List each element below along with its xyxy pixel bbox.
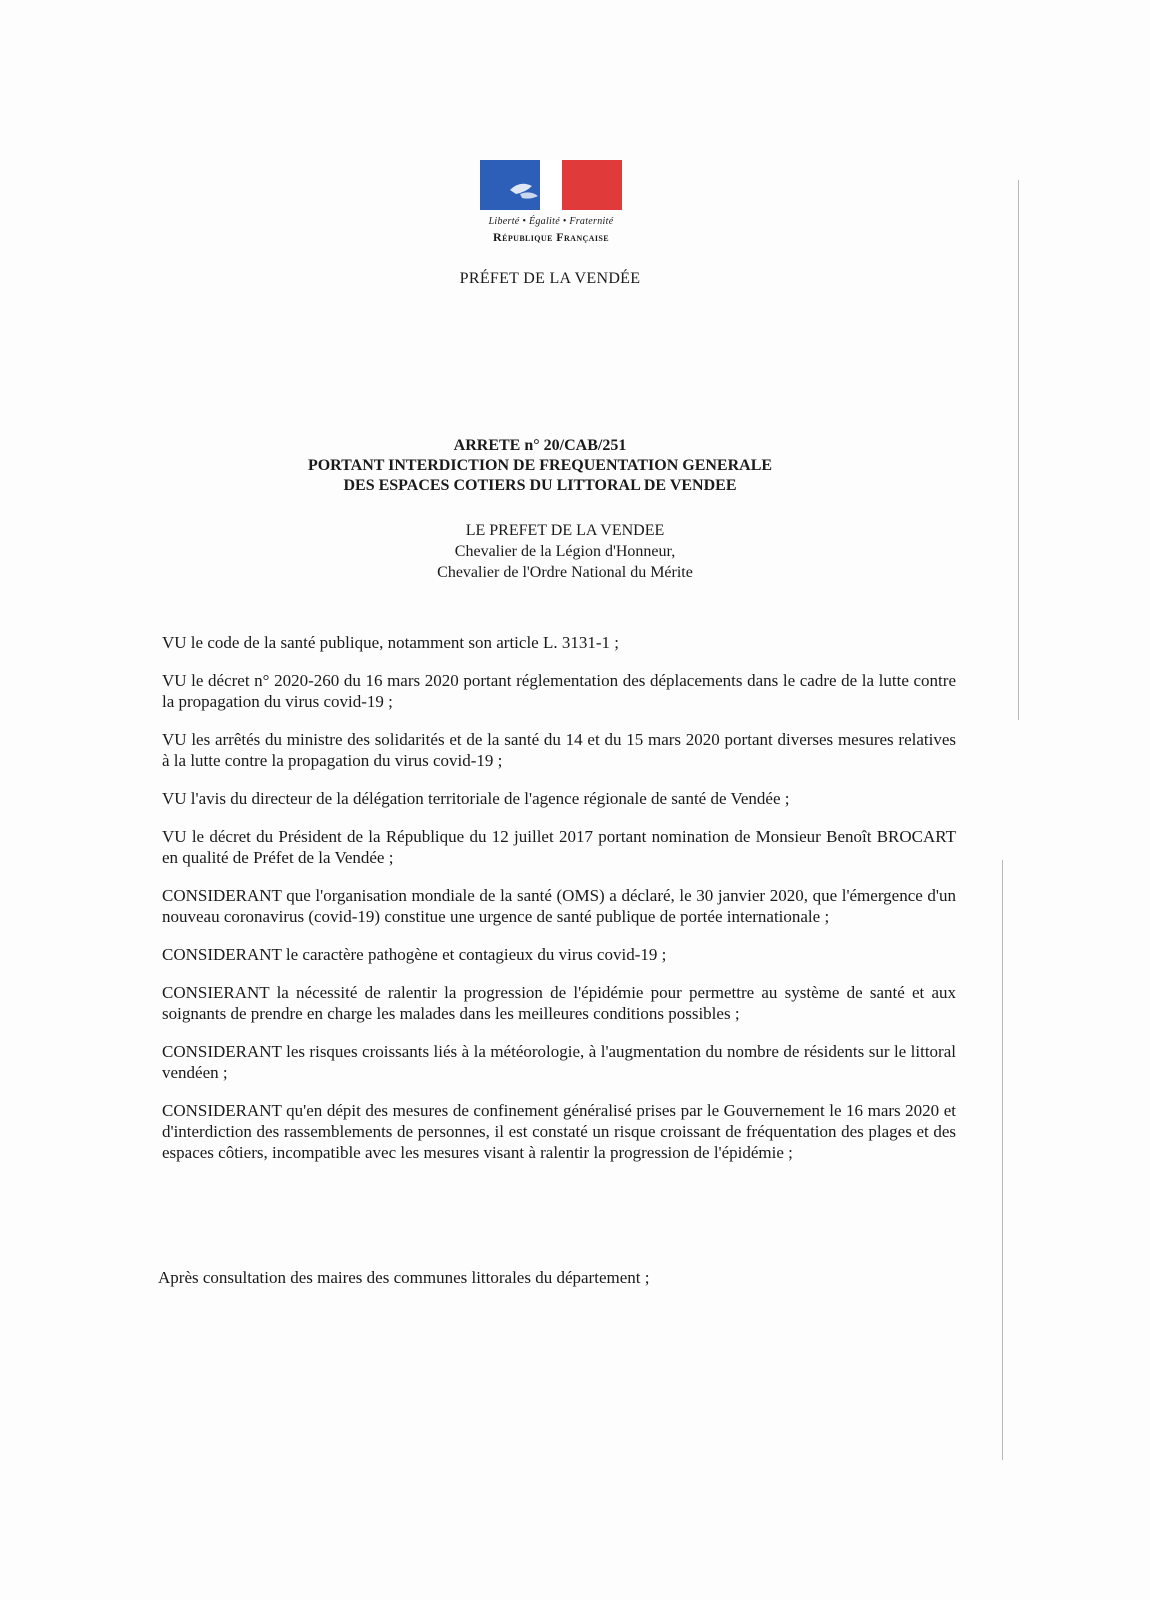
considering-paragraph: CONSIDERANT le caractère pathogène et contagieux du virus covid-19 ;	[162, 945, 667, 964]
decree-subject-line-1: PORTANT INTERDICTION DE FREQUENTATION GENERALE	[307, 457, 773, 474]
recital-paragraph: VU l'avis du directeur de la délégation territoriale de l'agence régionale de santé de Vendée ;	[162, 789, 790, 808]
considering-paragraph: CONSIDERANT les risques croissants liés à la météorologie, à l'augmentation du nombre de résidents sur le littoral vendéen ;	[162, 1042, 956, 1082]
french-flag-icon	[480, 160, 622, 210]
prefet-titles	[340, 520, 790, 583]
considering-paragraph: CONSIDERANT qu'en dépit des mesures de confinement généralisé prises par le Gouvernement le 16 mars 2020 et d'interdiction des rassemblements de personnes, il est constaté un risque croissant de fréquentation des plages et des espaces côtiers, incompatible avec les mesures visant à ralentir la progression de l'épidémie ;	[162, 1101, 956, 1162]
republic-name: République Française	[493, 230, 609, 244]
recital-paragraph: VU les arrêtés du ministre des solidarités et de la santé du 14 et du 15 mars 2020 portant diverses mesures relatives à la lutte contre la propagation du virus covid-19 ;	[162, 730, 956, 770]
considering-paragraph: CONSIERANT la nécessité de ralentir la progression de l'épidémie pour permettre au système de santé et aux soignants de prendre en charge les malades dans les meilleures conditions possibles ;	[162, 983, 956, 1023]
scan-edge-line	[1018, 180, 1019, 720]
decree-number: ARRETE n° 20/CAB/251	[453, 437, 627, 454]
prefet-name: LE PREFET DE LA VENDEE	[465, 522, 665, 539]
recital-paragraph: VU le décret du Président de la République du 12 juillet 2017 portant nomination de Monsieur Benoît BROCART en qualité de Préfet de la Vendée ;	[162, 827, 956, 867]
decree-subject-line-2: DES ESPACES COTIERS DU LITTORAL DE VENDEE	[343, 477, 737, 494]
republic-motto: Liberté • Égalité • Fraternité	[488, 216, 614, 227]
considering-paragraph: CONSIDERANT que l'organisation mondiale de la santé (OMS) a déclaré, le 30 janvier 2020, que l'émergence d'un nouveau coronavirus (covid-19) constitue une urgence de santé publique de portée internationale ;	[162, 886, 956, 926]
recital-paragraph: VU le code de la santé publique, notamment son article L. 3131-1 ;	[162, 633, 619, 652]
marianne-logo	[476, 160, 626, 245]
scan-edge-line	[1002, 860, 1003, 1460]
flag-blue-band	[480, 160, 540, 210]
decree-body	[162, 632, 956, 1180]
prefecture-header: PRÉFET DE LA VENDÉE	[459, 270, 641, 287]
prefet-honour-2: Chevalier de l'Ordre National du Mérite	[437, 564, 693, 581]
decree-title	[240, 436, 840, 496]
recital-paragraph: VU le décret n° 2020-260 du 16 mars 2020 portant réglementation des déplacements dans le cadre de la lutte contre la propagation du virus covid-19 ;	[162, 671, 956, 711]
flag-red-band	[562, 160, 622, 210]
prefet-honour-1: Chevalier de la Légion d'Honneur,	[454, 543, 676, 560]
consultation-statement: Après consultation des maires des communes littorales du département ;	[158, 1268, 650, 1287]
